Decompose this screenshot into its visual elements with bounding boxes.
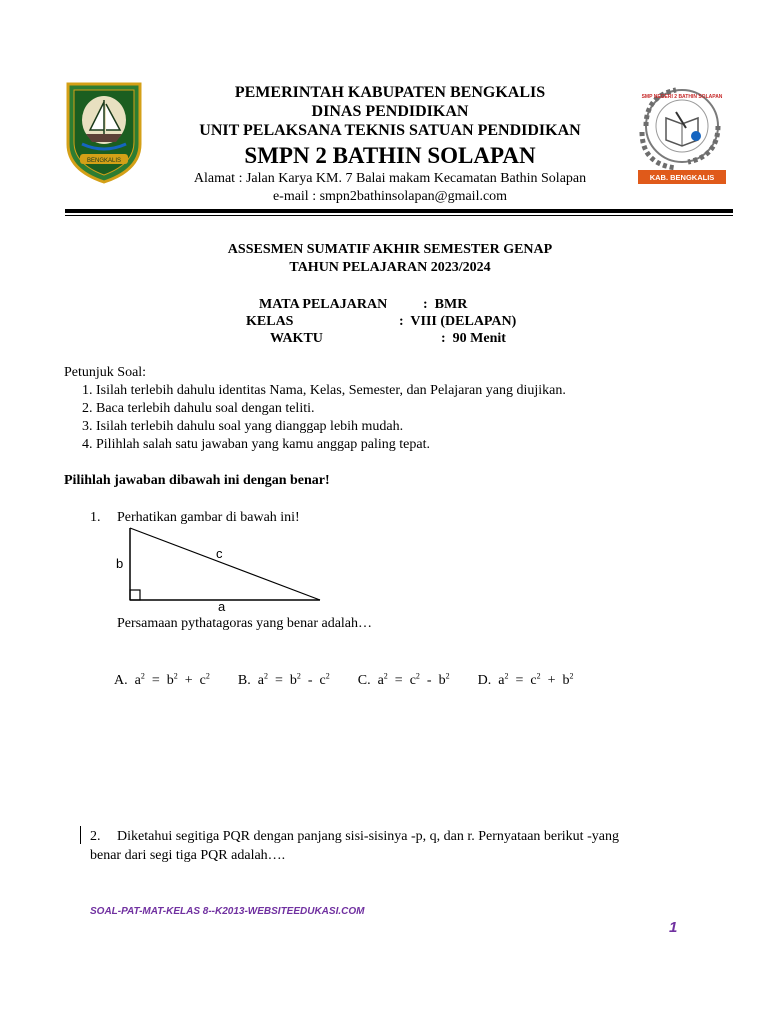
option-d[interactable]: D. $a^2 = c^2 + b^2$: [477, 671, 574, 688]
question-2-line-2: benar dari segi tiga PQR adalah….: [90, 848, 286, 863]
instruction-item: 4. Pilihlah salah satu jawaban yang kamu anggap paling tepat.: [82, 437, 430, 452]
option-a[interactable]: A. $a^2 = b^2 + c^2$: [114, 671, 210, 688]
emblem-ring-text: SMP NEGERI 2 BATHIN SOLAPAN: [641, 94, 723, 100]
footer-source: SOAL-PAT-MAT-KELAS 8--K2013-WEBSITEEDUKASI.COM: [90, 906, 365, 917]
instruction-item: 1. Isilah terlebih dahulu identitas Nama, Kelas, Semester, dan Pelajaran yang diujikan.: [82, 383, 566, 398]
question-1-prompt: Persamaan pythatagoras yang benar adalah…: [117, 616, 373, 631]
header-address: Alamat : Jalan Karya KM. 7 Balai makam Kecamatan Bathin Solapan: [193, 171, 587, 186]
triangle-side-c-label: c: [216, 546, 223, 561]
time-label: WAKTU: [270, 331, 323, 346]
subject-value: : BMR: [423, 297, 468, 312]
option-b[interactable]: B. $a^2 = b^2 - c^2$: [237, 671, 330, 688]
exam-year: TAHUN PELAJARAN 2023/2024: [289, 260, 491, 275]
instruction-item: 2. Baca terlebih dahulu soal dengan teliti.: [82, 401, 315, 416]
header-unit: UNIT PELAKSANA TEKNIS SATUAN PENDIDIKAN: [199, 122, 581, 139]
header-divider-thick: [65, 209, 733, 213]
instruction-item: 3. Isilah terlebih dahulu soal yang dianggap lebih mudah.: [82, 419, 404, 434]
answer-options: [114, 672, 573, 689]
question-2-number: 2.: [90, 829, 101, 844]
exam-title: ASSESMEN SUMATIF AKHIR SEMESTER GENAP: [227, 242, 553, 257]
time-value: : 90 Menit: [441, 331, 506, 346]
header-email: e-mail : smpn2bathinsolapan@gmail.com: [272, 189, 508, 204]
question-1-number: 1.: [90, 510, 101, 525]
subject-label: MATA PELAJARAN: [259, 297, 388, 312]
school-emblem-logo: [632, 82, 732, 188]
crest-banner-text: BENGKALIS: [86, 158, 122, 164]
class-value: : VIII (DELAPAN): [399, 314, 517, 329]
triangle-side-b-label: b: [116, 556, 124, 571]
header-school-name: SMPN 2 BATHIN SOLAPAN: [244, 143, 536, 168]
revision-margin-bar: [80, 826, 81, 844]
answer-directive: Pilihlah jawaban dibawah ini dengan benar!: [64, 473, 330, 488]
bengkalis-crest-logo: [66, 82, 142, 184]
question-1-text: Perhatikan gambar di bawah ini!: [117, 510, 300, 525]
header-government: PEMERINTAH KABUPATEN BENGKALIS: [234, 84, 546, 101]
page-number: 1: [669, 919, 678, 936]
header-divider-thin: [65, 215, 733, 216]
triangle-side-a-label: a: [218, 599, 226, 614]
question-2-line-1: Diketahui segitiga PQR dengan panjang sisi-sisinya -p, q, dan r. Pernyataan berikut -yang: [117, 829, 619, 844]
class-label: KELAS: [246, 314, 294, 329]
emblem-banner-text: KAB. BENGKALIS: [649, 173, 715, 182]
option-c[interactable]: C. $a^2 = c^2 - b^2$: [357, 671, 450, 688]
instructions-heading: Petunjuk Soal:: [64, 365, 147, 380]
right-triangle-diagram: [110, 524, 330, 614]
header-department: DINAS PENDIDIKAN: [311, 103, 469, 120]
